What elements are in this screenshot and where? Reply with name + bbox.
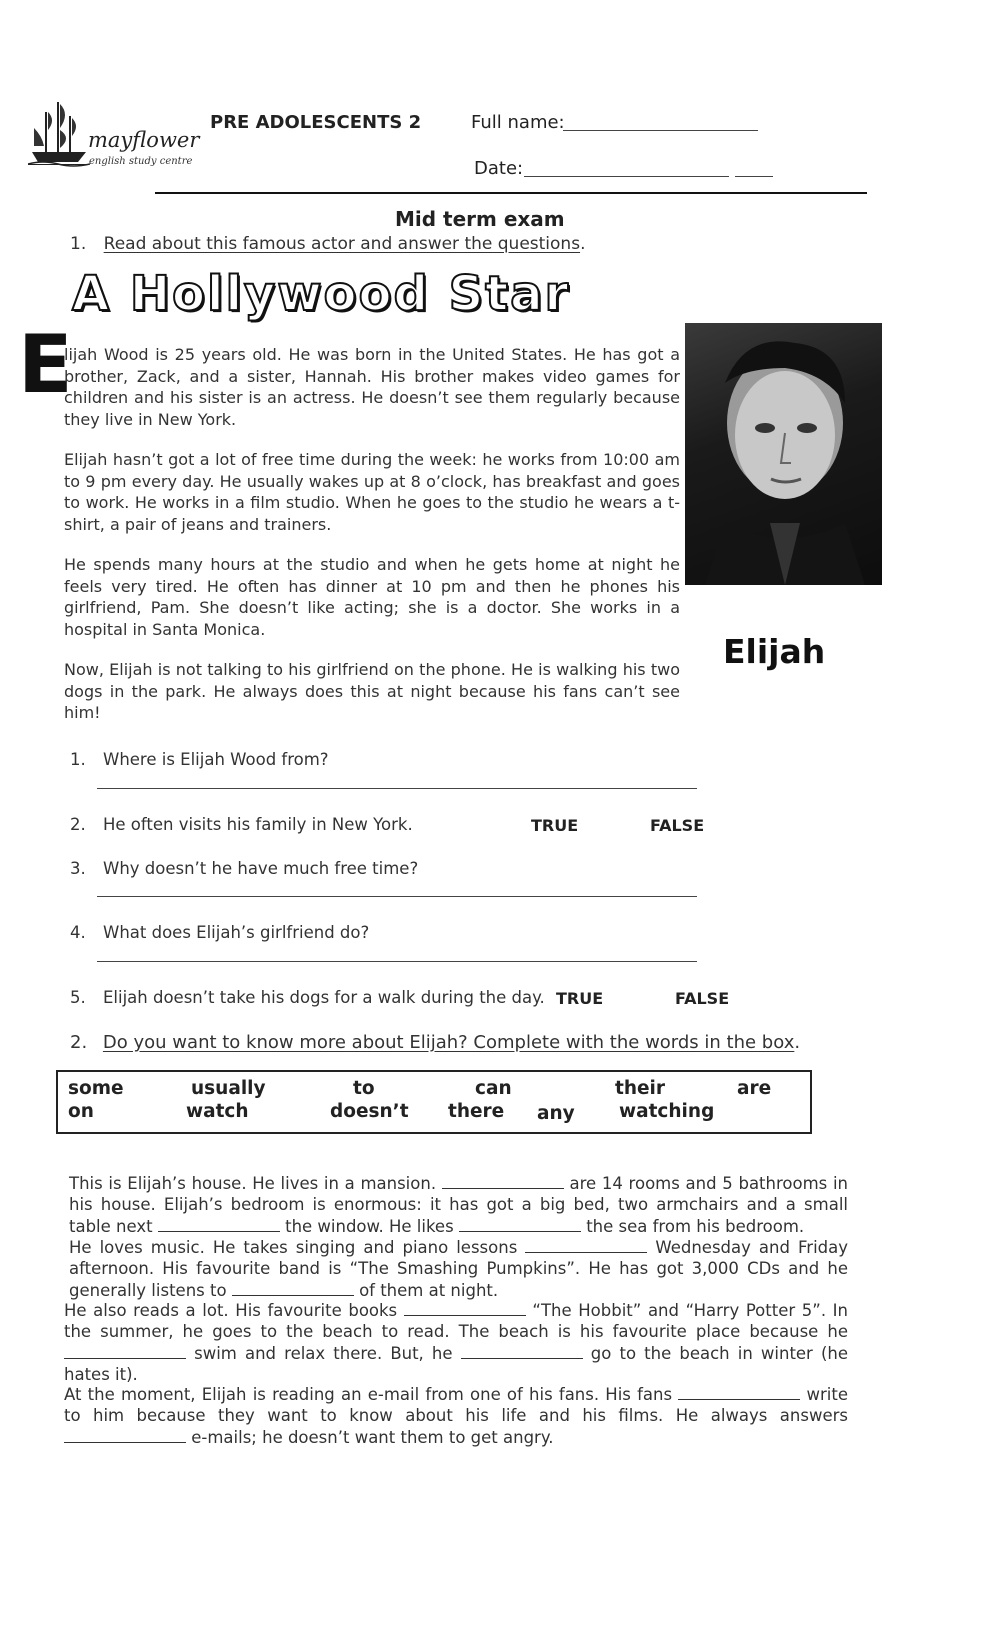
word-some: some: [68, 1078, 124, 1099]
logo-name: mayflower: [88, 128, 200, 152]
true-option-2[interactable]: TRUE: [531, 816, 579, 835]
date-field-extra[interactable]: [735, 176, 773, 177]
section1-number: 1.: [70, 234, 87, 254]
logo-underline: [28, 164, 86, 165]
cloze-blank-4[interactable]: [525, 1238, 647, 1253]
article-paragraph-4: Now, Elijah is not talking to his girlfriend on the phone. He is walking his two dogs in the park. He always does this at night because his fans can’t see him!: [64, 660, 680, 723]
cloze-text: He loves music. He takes singing and piano lessons: [69, 1238, 518, 1257]
cloze-blank-10[interactable]: [64, 1428, 186, 1443]
word-doesnt: doesn’t: [330, 1101, 409, 1122]
section1-heading: [70, 234, 585, 254]
question-number: 5.: [70, 988, 86, 1007]
date-label: Date:: [474, 158, 524, 179]
article-title: A Hollywood Star: [72, 266, 571, 322]
answer-line-4[interactable]: [97, 961, 697, 962]
section2-trailing: .: [794, 1032, 801, 1053]
article-paragraph-2: Elijah hasn’t got a lot of free time during the week: he works from 10:00 am to 9 pm every day. He usually wakes up at 8 o’clock, has breakfast and goes to work. He works in a film studio. When he goes to the studio he wears a t-shirt, a pair of jeans and trainers.: [64, 450, 680, 535]
word-watching: watching: [619, 1101, 715, 1122]
false-option-2[interactable]: FALSE: [650, 816, 705, 835]
question-1: [70, 750, 329, 769]
word-there: there: [448, 1101, 505, 1122]
cloze-blank-6[interactable]: [404, 1301, 526, 1316]
question-number: 4.: [70, 923, 86, 942]
photo-caption: Elijah: [723, 632, 826, 671]
answer-line-1[interactable]: [97, 788, 697, 789]
cloze-text: go to the beach in winter (he hates it).: [64, 1343, 849, 1384]
full-name-label: Full name:: [471, 112, 565, 133]
word-are: are: [737, 1078, 772, 1099]
cloze-text: of them at night.: [359, 1280, 499, 1300]
cloze-blank-3[interactable]: [459, 1217, 581, 1232]
question-text: Where is Elijah Wood from?: [103, 750, 329, 769]
header-divider: [155, 192, 867, 194]
word-to: to: [353, 1078, 375, 1099]
question-text: Why doesn’t he have much free time?: [103, 859, 419, 878]
cloze-blank-9[interactable]: [678, 1385, 800, 1400]
article-paragraph-3: He spends many hours at the studio and when he gets home at night he feels very tired. He often has dinner at 10 pm and then he phones his girlfriend, Pam. She doesn’t like acting; she is a doctor. She works in a hospital in Santa Monica.: [64, 555, 680, 640]
cloze-blank-1[interactable]: [442, 1174, 564, 1189]
exam-title: Mid term exam: [395, 207, 565, 231]
cloze-blank-5[interactable]: [232, 1281, 354, 1296]
full-name-field[interactable]: [563, 130, 758, 131]
cloze-paragraph-2: [69, 1237, 848, 1301]
cloze-paragraph-4: [64, 1384, 848, 1448]
word-watch: watch: [186, 1101, 249, 1122]
cloze-text: “The Hobbit” and “Harry Potter 5”. In the summer, he goes to the beach to read. The beach is his favourite place because he: [64, 1301, 849, 1342]
word-any: any: [537, 1103, 575, 1124]
word-usually: usually: [191, 1078, 266, 1099]
section1-trailing: .: [580, 234, 586, 254]
cloze-blank-2[interactable]: [158, 1217, 280, 1232]
question-text: He often visits his family in New York.: [103, 815, 413, 834]
cloze-text: swim and relax there. But, he: [194, 1343, 453, 1363]
word-their: their: [615, 1078, 666, 1099]
portrait-icon: [685, 323, 882, 585]
cloze-text: the window. He likes: [285, 1216, 454, 1236]
question-number: 2.: [70, 815, 86, 834]
level-label: PRE ADOLESCENTS 2: [210, 112, 422, 133]
cloze-blank-8[interactable]: [461, 1344, 583, 1359]
actor-photo: [685, 323, 882, 585]
false-option-5[interactable]: FALSE: [675, 989, 730, 1008]
cloze-text: Wednesday and Friday afternoon. His favourite band is “The Smashing Pumpkins”. He has got 3,000 CDs and he generally listens to: [69, 1238, 849, 1300]
cloze-text: This is Elijah’s house. He lives in a mansion.: [69, 1174, 437, 1193]
cloze-text: are 14 rooms and 5 bathrooms in his house. Elijah’s bedroom is enormous: it has got a big bed, two armchairs and a small table next: [69, 1174, 848, 1236]
logo-sub: english study centre: [89, 156, 193, 167]
true-option-5[interactable]: TRUE: [556, 989, 604, 1008]
section2-heading: [70, 1032, 800, 1053]
question-text: What does Elijah’s girlfriend do?: [103, 923, 370, 942]
question-3: [70, 859, 418, 878]
question-number: 3.: [70, 859, 86, 878]
cloze-text: the sea from his bedroom.: [586, 1216, 805, 1236]
question-number: 1.: [70, 750, 86, 769]
section1-instruction: Read about this famous actor and answer the questions: [103, 234, 581, 254]
ship-icon: [28, 98, 90, 168]
word-box: [56, 1070, 812, 1134]
cloze-paragraph-1: [69, 1173, 848, 1237]
drop-cap: E: [18, 318, 73, 411]
question-text: Elijah doesn’t take his dogs for a walk during the day.: [103, 988, 545, 1007]
cloze-blank-7[interactable]: [64, 1344, 186, 1359]
section2-instruction: Do you want to know more about Elijah? Complete with the words in the box: [102, 1032, 795, 1053]
date-field[interactable]: [524, 176, 729, 177]
question-4: [70, 923, 369, 942]
cloze-paragraph-3: [64, 1300, 848, 1385]
answer-line-3[interactable]: [97, 896, 697, 897]
section2-number: 2.: [70, 1032, 88, 1053]
question-2: [70, 815, 413, 834]
question-5: [70, 988, 545, 1007]
article-paragraph-1: lijah Wood is 25 years old. He was born in the United States. He has got a brother, Zack, and a sister, Hannah. His brother makes video games for children and his sister is an actress. He doesn’t see them regularly because they live in New York.: [64, 345, 680, 430]
cloze-text: He also reads a lot. His favourite books: [64, 1301, 398, 1320]
cloze-text: At the moment, Elijah is reading an e-mail from one of his fans. His fans: [64, 1385, 673, 1404]
cloze-text: write to him because they want to know about his life and his films. He always answers: [64, 1385, 849, 1426]
logo: [28, 98, 203, 173]
word-can: can: [475, 1078, 512, 1099]
cloze-text: e-mails; he doesn’t want them to get angry.: [191, 1427, 554, 1447]
word-on: on: [68, 1101, 94, 1122]
